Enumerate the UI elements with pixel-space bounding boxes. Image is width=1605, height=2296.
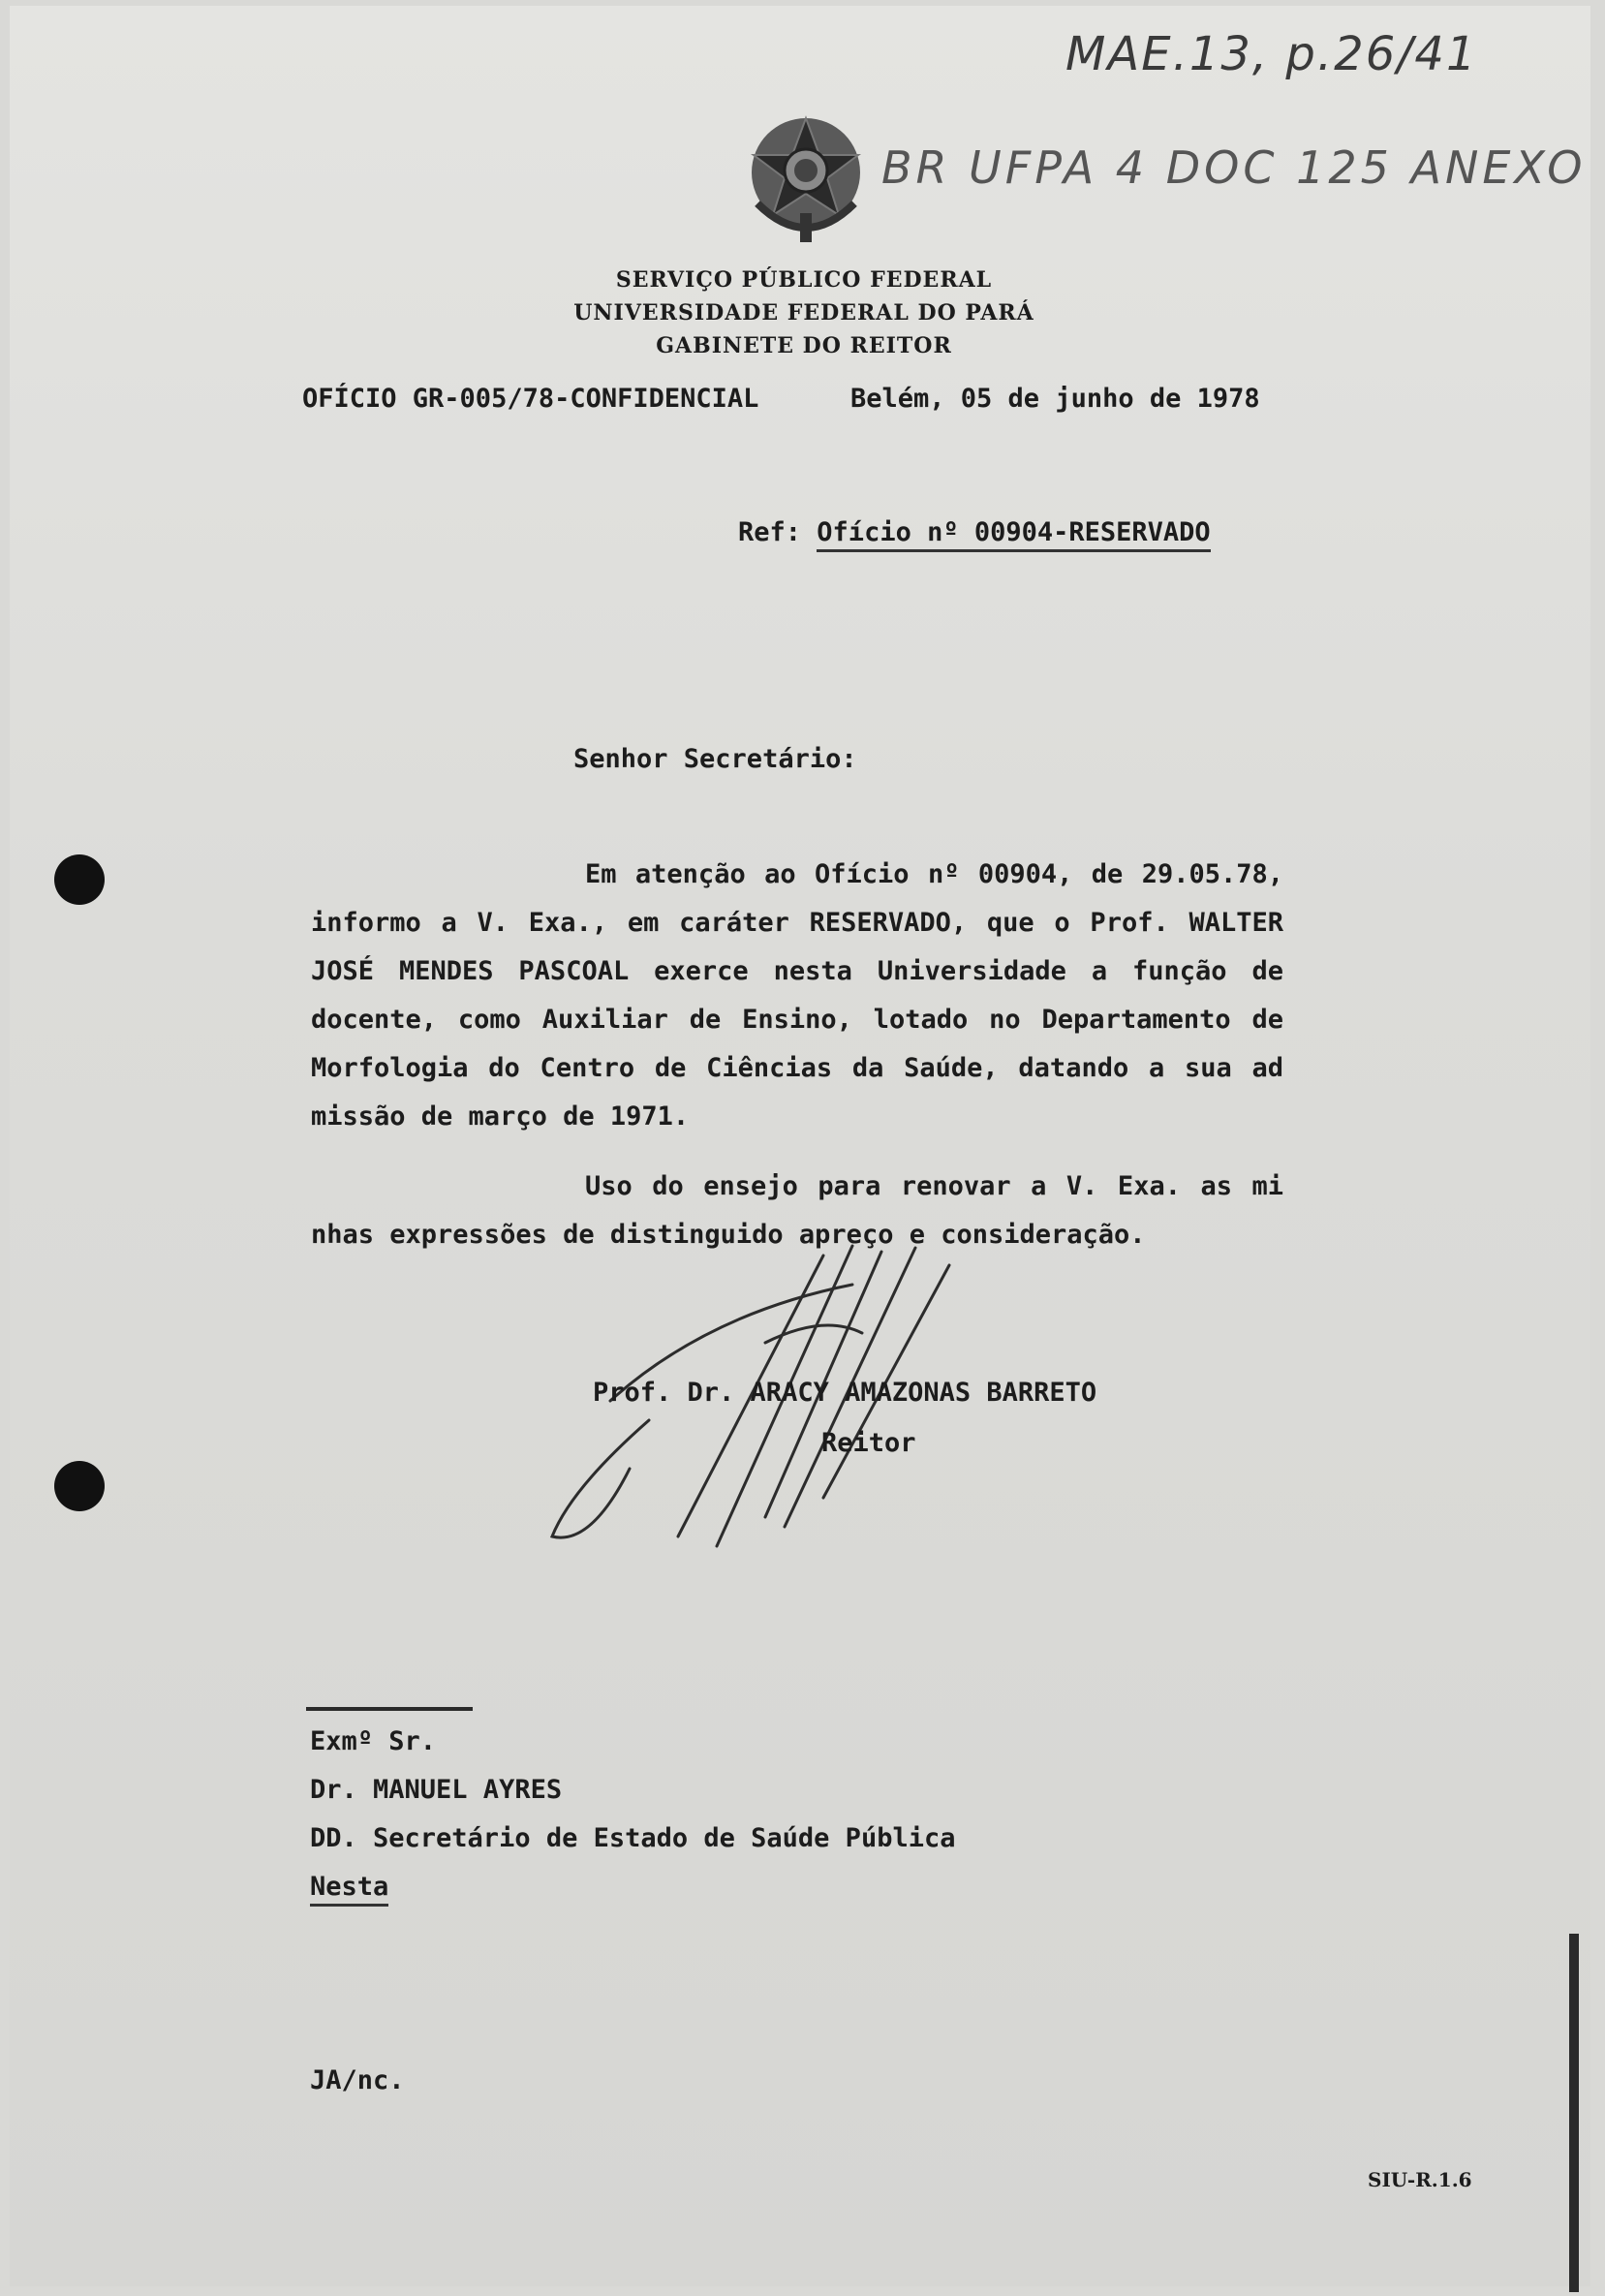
letterhead-line-3: GABINETE DO REITOR (656, 333, 952, 358)
paragraph-1-line: JOSÉ MENDES PASCOAL exerce nesta Universidade a função de (311, 956, 1283, 986)
punch-hole-bottom (54, 1461, 105, 1511)
recipient-line-2: Dr. MANUEL AYRES (310, 1775, 563, 1805)
paragraph-1-line: Morfologia do Centro de Ciências da Saúde, datando a sua ad (311, 1053, 1283, 1083)
reference-value: Ofício nº 00904-RESERVADO (817, 517, 1210, 552)
separator-rule (306, 1707, 473, 1711)
form-code: SIU-R.1.6 (1368, 2168, 1472, 2191)
recipient-line-4-wrap (310, 1872, 388, 1902)
punch-hole-top (54, 854, 105, 905)
salutation: Senhor Secretário: (573, 744, 857, 774)
recipient-line-4: Nesta (310, 1872, 388, 1907)
handwritten-reference-code: MAE.13, p.26/41 (1065, 27, 1478, 81)
initials: JA/nc. (310, 2065, 405, 2095)
recipient-line-3: DD. Secretário de Estado de Saúde Pública (310, 1823, 956, 1853)
letterhead-line-2: UNIVERSIDADE FEDERAL DO PARÁ (573, 300, 1034, 326)
recipient-line-1: Exmº Sr. (310, 1726, 437, 1756)
letter-date: Belém, 05 de junho de 1978 (850, 384, 1260, 414)
paragraph-2-line: Uso do ensejo para renovar a V. Exa. as mi (585, 1171, 1283, 1201)
scan-edge (1569, 1934, 1579, 2292)
paragraph-1-line: informo a V. Exa., em caráter RESERVADO, que o Prof. WALTER (311, 908, 1283, 938)
paragraph-1-line: docente, como Auxiliar de Ensino, lotado no Departamento de (311, 1005, 1283, 1035)
paragraph-1-line: missão de março de 1971. (311, 1101, 690, 1132)
reference-label: Ref: (738, 517, 802, 547)
document-page (10, 6, 1590, 2286)
paragraph-1 (311, 851, 1283, 1141)
oficio-number: OFÍCIO GR-005/78-CONFIDENCIAL (302, 384, 759, 414)
reference-line (738, 517, 1211, 547)
paragraph-1-line: Em atenção ao Ofício nº 00904, de 29.05.78, (585, 859, 1283, 889)
signatory-title: Reitor (821, 1428, 916, 1458)
paragraph-2-line: nhas expressões de distinguido apreço e consideração. (311, 1220, 1146, 1250)
signatory-name: Prof. Dr. ARACY AMAZONAS BARRETO (593, 1378, 1097, 1408)
letterhead (455, 264, 1153, 362)
handwritten-archive-code: BR UFPA 4 DOC 125 ANEXO (881, 141, 1587, 194)
coat-of-arms-icon (738, 107, 874, 252)
letterhead-line-1: SERVIÇO PÚBLICO FEDERAL (615, 267, 993, 293)
